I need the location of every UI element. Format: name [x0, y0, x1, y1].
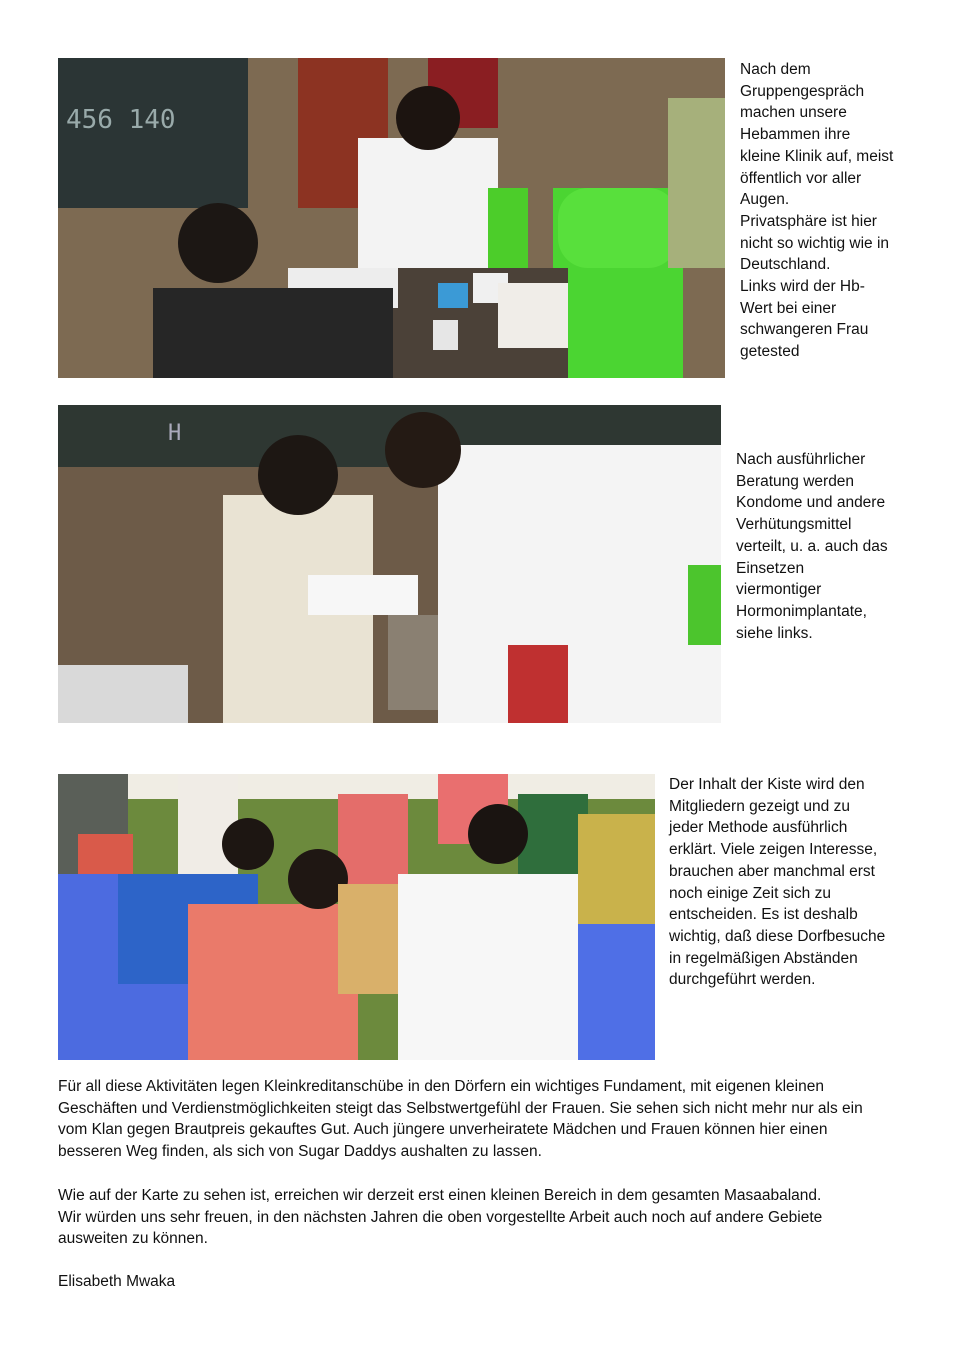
- hormone-implant-photo: [58, 405, 721, 723]
- midwife-clinic-hb-test-photo: [58, 58, 725, 378]
- group-box-demonstration-photo: [58, 774, 655, 1060]
- implant-caption: Nach ausführlicher Beratung werden Kondome und andere Verhütungsmittel verteilt, u. a. auch das Einsetzen viermontiger Hormonimplantate, siehe links.: [736, 451, 888, 642]
- svg-text:456 140: 456 140: [66, 105, 176, 135]
- svg-text:H: H: [168, 421, 182, 446]
- body-paragraph-map-outlook: Wie auf der Karte zu sehen ist, erreichen wir derzeit erst einen kleinen Bereich in dem gesamten Masaabaland. Wir würden uns sehr freuen, in den nächsten Jahren die oben vorgestellte Arbeit auch noch auf andere Gebiete ausweiten zu können.: [58, 1187, 823, 1248]
- clinic-caption: Nach dem Gruppengespräch machen unsere Hebammen ihre kleine Klinik auf, meist öffentlich vor aller Augen. Privatsphäre ist hier nicht so wichtig wie in Deutschland. Links wird der Hb- Wert bei einer schwangeren Frau getested: [740, 61, 894, 361]
- body-paragraph-microcredit: Für all diese Aktivitäten legen Kleinkreditanschübe in den Dörfern ein wichtiges Fundament, mit eigenen kleinen Geschäften und Verdienstmöglichkeiten steigt das Selbstwertgefühl der Frauen. Sie sehen sich nicht mehr nur als ein vom Klan gegen Brautpreis gekauftes Gut. Auch jüngere unverheiratete Mädchen und Frauen können hier einen besseren Weg finden, als sich von Sugar Daddys aushalten zu lassen.: [58, 1078, 863, 1161]
- author-signature: Elisabeth Mwaka: [58, 1273, 176, 1290]
- demonstration-caption: Der Inhalt der Kiste wird den Mitgliedern gezeigt und zu jeder Methode ausführlich erklärt. Viele zeigen Interesse, brauchen aber manchmal erst noch einige Zeit sich zu entscheiden. Es ist deshalb wichtig, daß diese Dorfbesuche in regelmäßigen Abständen durchgeführt werden.: [669, 776, 886, 989]
